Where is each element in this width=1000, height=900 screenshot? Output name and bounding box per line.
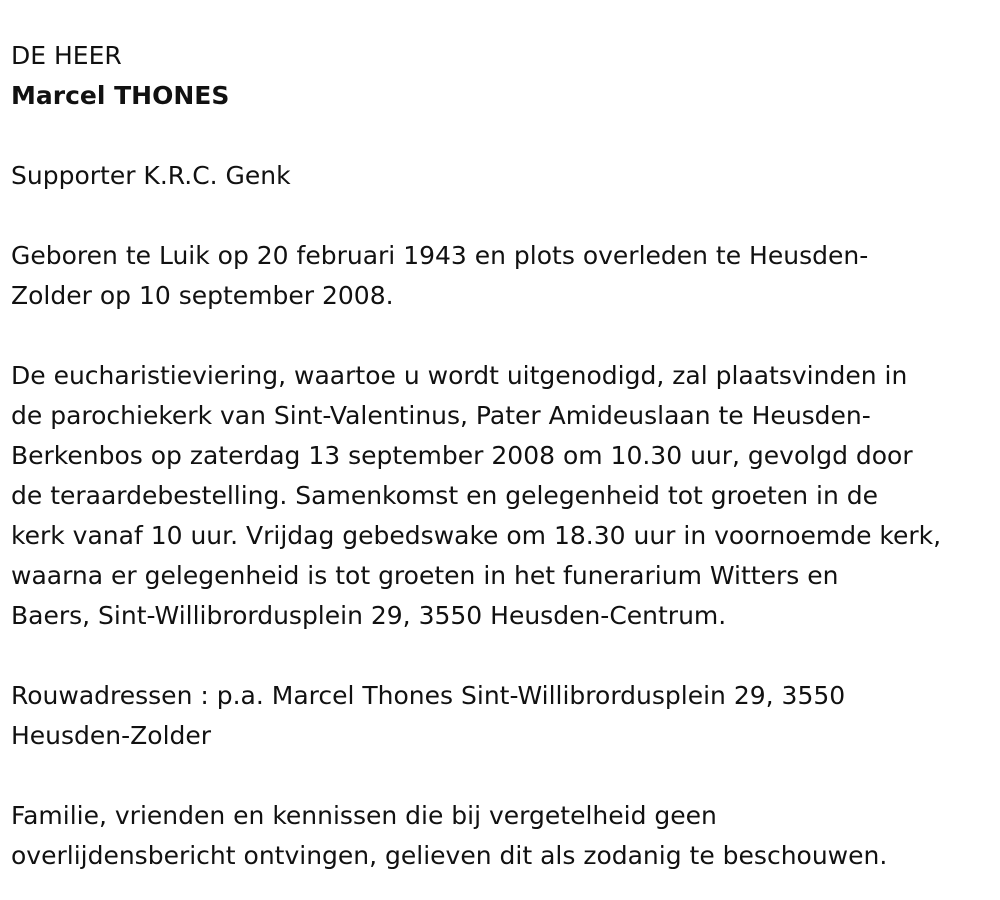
- paragraph-line: Zolder op 10 september 2008.: [11, 281, 394, 310]
- paragraph-line: de teraardebestelling. Samenkomst en gelegenheid tot groeten in de: [11, 481, 878, 510]
- paragraph-line: Familie, vrienden en kennissen die bij vergetelheid geen: [11, 801, 717, 830]
- spacer: [11, 316, 996, 356]
- affiliation-text: Supporter K.R.C. Genk: [11, 161, 291, 190]
- spacer: [11, 196, 996, 236]
- paragraph-line: overlijdensbericht ontvingen, gelieven dit als zodanig te beschouwen.: [11, 841, 888, 870]
- ceremony-paragraph: [11, 356, 996, 636]
- spacer: [11, 636, 996, 676]
- birth-death-paragraph: [11, 236, 996, 316]
- paragraph-line: Heusden-Zolder: [11, 721, 212, 750]
- spacer: [11, 756, 996, 796]
- paragraph-line: Geboren te Luik op 20 februari 1943 en plots overleden te Heusden-: [11, 241, 869, 270]
- paragraph-line: waarna er gelegenheid is tot groeten in het funerarium Witters en: [11, 561, 839, 590]
- deceased-name: Marcel THONES: [11, 81, 230, 110]
- paragraph-line: Berkenbos op zaterdag 13 september 2008 om 10.30 uur, gevolgd door: [11, 441, 913, 470]
- closing-paragraph: [11, 796, 996, 876]
- address-paragraph: [11, 676, 996, 756]
- paragraph-line: de parochiekerk van Sint-Valentinus, Pater Amideuslaan te Heusden-: [11, 401, 871, 430]
- obituary-notice: [11, 36, 996, 876]
- paragraph-line: Rouwadressen : p.a. Marcel Thones Sint-Willibrordusplein 29, 3550: [11, 681, 846, 710]
- title-prefix: DE HEER: [11, 41, 122, 70]
- paragraph-line: De eucharistieviering, waartoe u wordt uitgenodigd, zal plaatsvinden in: [11, 361, 908, 390]
- spacer: [11, 116, 996, 156]
- paragraph-line: kerk vanaf 10 uur. Vrijdag gebedswake om 18.30 uur in voornoemde kerk,: [11, 521, 942, 550]
- paragraph-line: Baers, Sint-Willibrordusplein 29, 3550 Heusden-Centrum.: [11, 601, 727, 630]
